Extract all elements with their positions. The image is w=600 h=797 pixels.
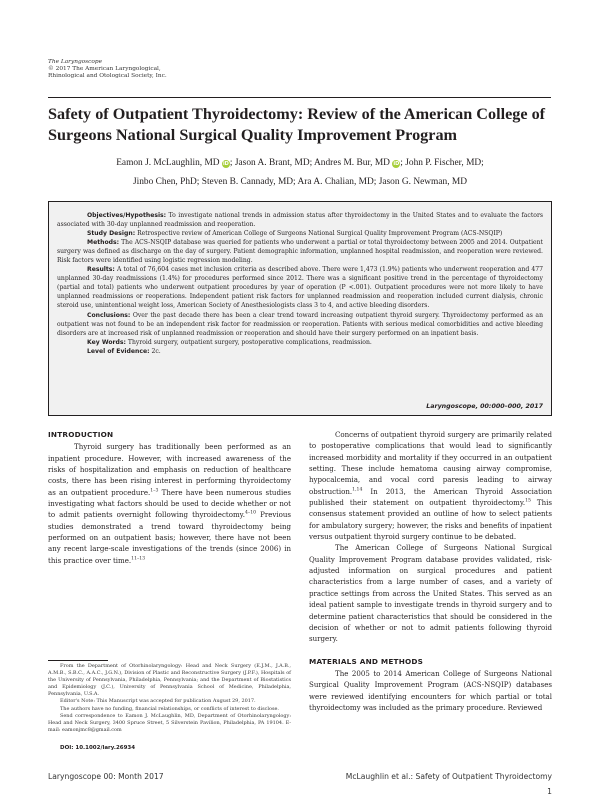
author-line-1 [60, 154, 540, 173]
journal-header [48, 59, 167, 80]
journal-name: The Laryngoscope [48, 59, 103, 65]
text-conclusions: Over the past decade there has been a clear trend toward increasing outpatient thyroid surgery. Thyroidectomy performed as an outpatient was not found to be an independent risk factor for readmission or reoperation. Patients with serious medical comorbidities and active bleeding disorders are at increased risk of unplanned readmission or reoperation and should have their surgery performed on an inpatient basis. [57, 311, 543, 337]
abstract-results [57, 265, 543, 310]
page-number: 1 [547, 787, 552, 796]
intro-paragraph-2 [309, 429, 552, 542]
intro-text: There have been numerous studies investigating what factors should be used to decide whether or not to admit patients overnight following thyroidectomy. [48, 487, 291, 520]
footnote-rule [48, 660, 108, 661]
orcid-icon[interactable]: iD [393, 161, 400, 167]
intro-text: Previous studies demonstrated a trend toward thyroidectomy being performed on an outpatient basis; however, there have not been any recent large-scale investigations of the trends (since 2006) in this practice over time. [48, 510, 291, 565]
methods-paragraph-1: The 2005 to 2014 American College of Surgeons National Surgical Quality Improvement Program (ACS-NSQIP) databases were reviewed identifying encounters for which partial or total thyroidectomy was included as the primary procedure. Reviewed [309, 668, 552, 712]
section-heading-methods: MATERIALS AND METHODS [309, 656, 424, 666]
author-name: Eamon J. McLaughlin, MD [116, 158, 220, 168]
abstract-methods [57, 238, 543, 265]
text-design: Retrospective review of American College of Surgeons National Surgical Quality Improvement Program (ACS-NSQIP) [135, 230, 503, 238]
intro-text: This consensus statement provided an outline of how to select patients for ambulatory surgery; however, the risks and benefits of inpatient versus outpatient thyroid surgery continue to be debated. [309, 498, 552, 542]
journal-citation: Laryngoscope, 00:000–000, 2017 [426, 402, 543, 410]
intro-paragraph-3: The American College of Surgeons National Surgical Quality Improvement Program database provides validated, risk-adjusted information on surgical procedures and patient characteristics from a large number of cases, and a variety of practice settings from across the United States. This served as an ideal patient sample to investigate trends in thyroid surgery and to determine patient characteristics that should be considered in the decision of whether or not to admit patients following thyroid surgery. [309, 543, 552, 644]
footnotes [48, 663, 291, 734]
section-heading-introduction: INTRODUCTION [48, 430, 114, 439]
intro-text: In 2013, the American Thyroid Association published their statement on outpatient thyroidectomy. [309, 486, 552, 508]
footer-running-title: McLaughlin et al.: Safety of Outpatient Thyroidectomy [345, 772, 552, 781]
citation-ref[interactable]: 1,14 [352, 487, 363, 493]
abstract-keywords [57, 338, 543, 347]
abstract-conclusions [57, 311, 543, 338]
label-methods: Methods: [87, 239, 120, 247]
label-level: Level of Evidence: [87, 347, 150, 355]
article-title: Safety of Outpatient Thyroidectomy: Review of the American College of Surgeons National Surgical Quality Improvement Program [48, 105, 546, 144]
orcid-icon[interactable]: iD [222, 161, 229, 167]
text-level: 2c. [149, 347, 161, 355]
citation-ref[interactable]: 15 [525, 498, 531, 504]
copyright-line-1: © 2017 The American Laryngological, [48, 66, 161, 72]
abstract-level [57, 347, 543, 356]
label-conclusions: Conclusions: [87, 311, 131, 319]
footnote-disclosure: The authors have no funding, financial relationships, or conflicts of interest to disclose. [60, 705, 279, 712]
abstract-objectives [57, 211, 543, 229]
footnote-editor-note: Editor's Note: This Manuscript was accepted for publication August 29, 2017. [60, 698, 256, 705]
intro-text: Concerns of outpatient thyroid surgery are primarily related to postoperative complications that would lead to significantly increased morbidity and mortality if they occurred in an outpatient setting. These include hematoma causing airway compromise, hypocalcemia, and vocal cord paresis leading to airway obstruction. [309, 430, 552, 496]
label-results: Results: [87, 266, 115, 274]
column-left [48, 429, 291, 566]
text-results: A total of 76,604 cases met inclusion criteria as described above. There were 1,473 (1.9%) patients who underwent reoperation and 477 unplanned 30-day readmissions (1.4%) for procedures performed since 2012. There was a significant positive trend in the percentage of thyroidectomy (partial and total) patients who underwent outpatient procedures by year of operation (P <.001). Outpatient procedures were not more likely to have unplanned readmissions or reoperations. Independent patient risk factors for unplanned readmission and reoperation included current dialysis, chronic steroid use, unintentional weight loss, American Society of Anesthesiologists class 3 to 4, and active bleeding disorders. [57, 266, 543, 310]
footnote-correspondence: Send correspondence to Eamon J. McLaughlin, MD, Department of Otorhinolaryngology: Head and Neck Surgery, 3400 Spruce Street, 5 Silverstein Pavilion, Philadelphia, PA 19104. E-mail: eamonjmc8@gmail.com [48, 712, 291, 733]
footnote-affiliation: From the Department of Otorhinolaryngology: Head and Neck Surgery (E.J.M., J.A.B., A.M.B., S.B.C., A.A.C., J.G.N.), Division of Plastic and Reconstructive Surgery (J.P.F.), Hospitals of the University of Pennsylvania, Philadelphia, Pennsylvania; and the Department of Biostatistics and Epidemiology (J.C.), University of Pennsylvania School of Medicine, Philadelphia, Pennsylvania, U.S.A. [48, 663, 291, 698]
citation-ref[interactable]: 4–10 [244, 510, 257, 516]
author-names: ; John P. Fischer, MD; [400, 158, 484, 168]
citation-ref[interactable]: 1–3 [150, 488, 159, 494]
label-objectives: Objectives/Hypothesis: [87, 212, 167, 219]
intro-paragraph-1 [48, 441, 291, 566]
text-objectives: To investigate national trends in admission status after thyroidectomy in the United States and to evaluate the factors associated with 30-day unplanned readmission and reoperation. [57, 212, 543, 229]
author-names: ; Jason A. Brant, MD; Andres M. Bur, MD [229, 158, 390, 168]
header-rule [48, 97, 551, 98]
label-design: Study Design: [87, 230, 136, 238]
label-keywords: Key Words: [87, 338, 126, 346]
doi[interactable]: DOI: 10.1002/lary.26934 [60, 745, 136, 751]
abstract-design [57, 229, 543, 238]
author-list [60, 154, 540, 192]
footer-journal: Laryngoscope 00: Month 2017 [48, 772, 164, 781]
citation-ref[interactable]: 11–13 [131, 556, 146, 562]
column-right [309, 429, 552, 713]
author-line-2: Jinbo Chen, PhD; Steven B. Cannady, MD; Ara A. Chalian, MD; Jason G. Newman, MD [132, 177, 467, 187]
abstract-box [48, 201, 552, 416]
text-methods: The ACS-NSQIP database was queried for patients who underwent a partial or total thyroidectomy between 2005 and 2014. Outpatient surgery was defined as discharge on the day of surgery. Patient demographic information, unplanned hospital readmission, and reoperation were reviewed. Risk factors were identified using logistic regression modeling. [57, 239, 543, 265]
intro-text: Thyroid surgery has traditionally been performed as an inpatient procedure. However, with increased awareness of the risks of hospitalization and emphasis on reduction of healthcare costs, there has been rising interest in performing thyroidectomy as an outpatient procedure. [48, 442, 291, 497]
copyright-line-2: Rhinological and Otological Society, Inc. [48, 73, 167, 79]
text-keywords: Thyroid surgery, outpatient surgery, postoperative complications, readmission. [125, 338, 372, 346]
